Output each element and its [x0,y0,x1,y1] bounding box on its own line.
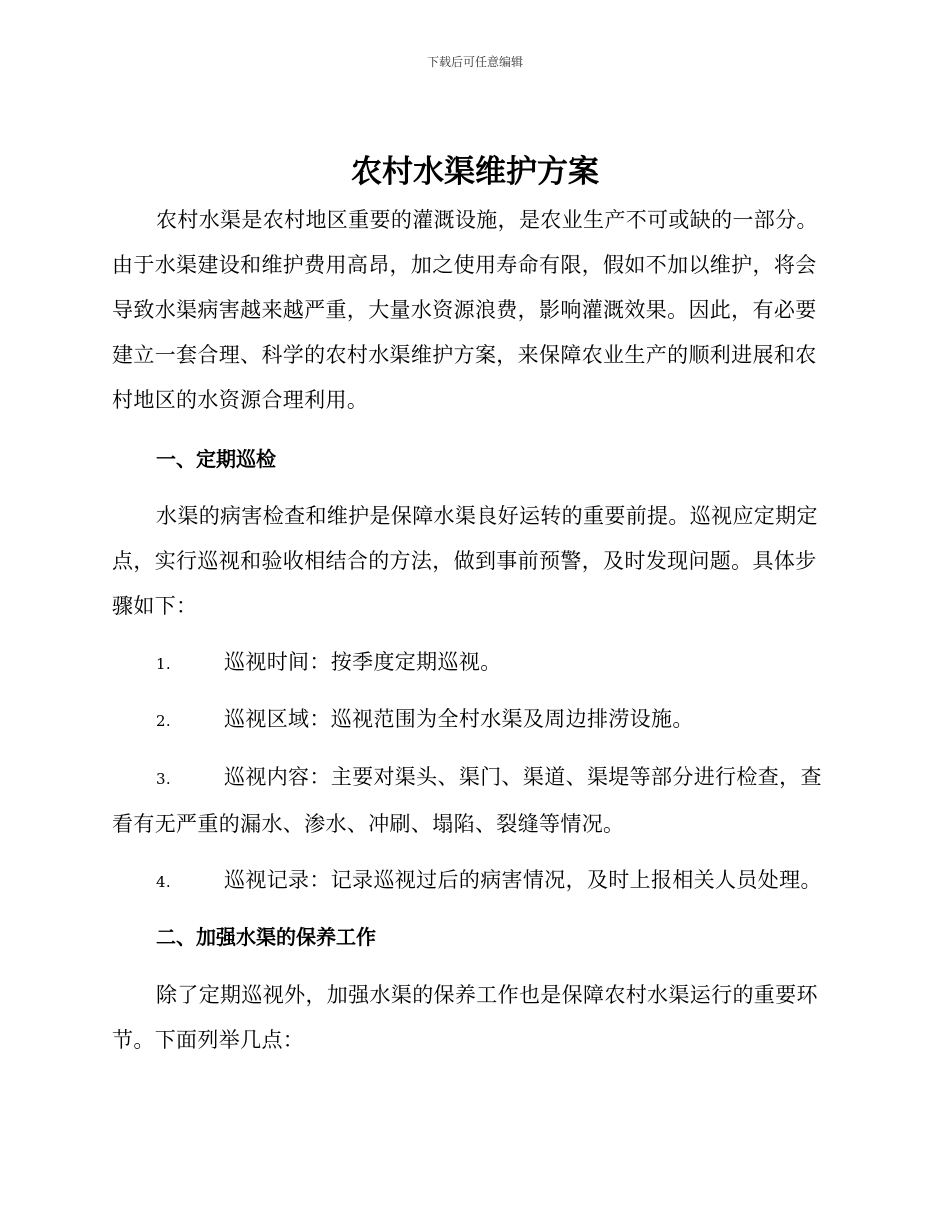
list-item-text: 巡视区域：巡视范围为全村水渠及周边排涝设施。 [224,707,694,731]
section-1-paragraph: 水渠的病害检查和维护是保障水渠良好运转的重要前提。巡视应定期定点，实行巡视和验收相结合的方法，做到事前预警，及时发现问题。具体步骤如下： [112,504,818,618]
section-2-paragraph: 除了定期巡视外，加强水渠的保养工作也是保障农村水渠运行的重要环节。下面列举几点： [112,983,818,1052]
list-item-4 [112,858,834,905]
list-item-number: 2. [156,712,172,730]
list-item-number: 3. [156,770,172,788]
list-item-text: 巡视记录：记录巡视过后的病害情况，及时上报相关人员处理。 [224,868,822,892]
list-item-3 [112,755,834,847]
section-heading-2: 二、加强水渠的保养工作 [156,925,376,949]
list-item-text: 巡视时间：按季度定期巡视。 [224,650,502,674]
list-item-2 [112,697,834,744]
list-item-number: 1. [156,655,172,673]
section-heading-1: 一、定期巡检 [156,447,276,471]
list-item-text: 巡视内容：主要对渠头、渠门、渠道、渠堤等部分进行检查，查看有无严重的漏水、渗水、冲刷、塌陷、裂缝等情况。 [112,765,822,836]
list-item-1 [112,640,834,687]
header-note: 下载后可任意编辑 [426,55,523,69]
list-item-number: 4. [156,873,172,891]
document-title: 农村水渠维护方案 [351,154,599,190]
intro-paragraph: 农村水渠是农村地区重要的灌溉设施，是农业生产不可或缺的一部分。由于水渠建设和维护费用高昂，加之使用寿命有限，假如不加以维护，将会导致水渠病害越来越严重，大量水资源浪费，影响灌溉效果。因此，有必要建立一套合理、科学的农村水渠维护方案，来保障农业生产的顺利进展和农村地区的水资源合理利用。 [112,208,818,412]
